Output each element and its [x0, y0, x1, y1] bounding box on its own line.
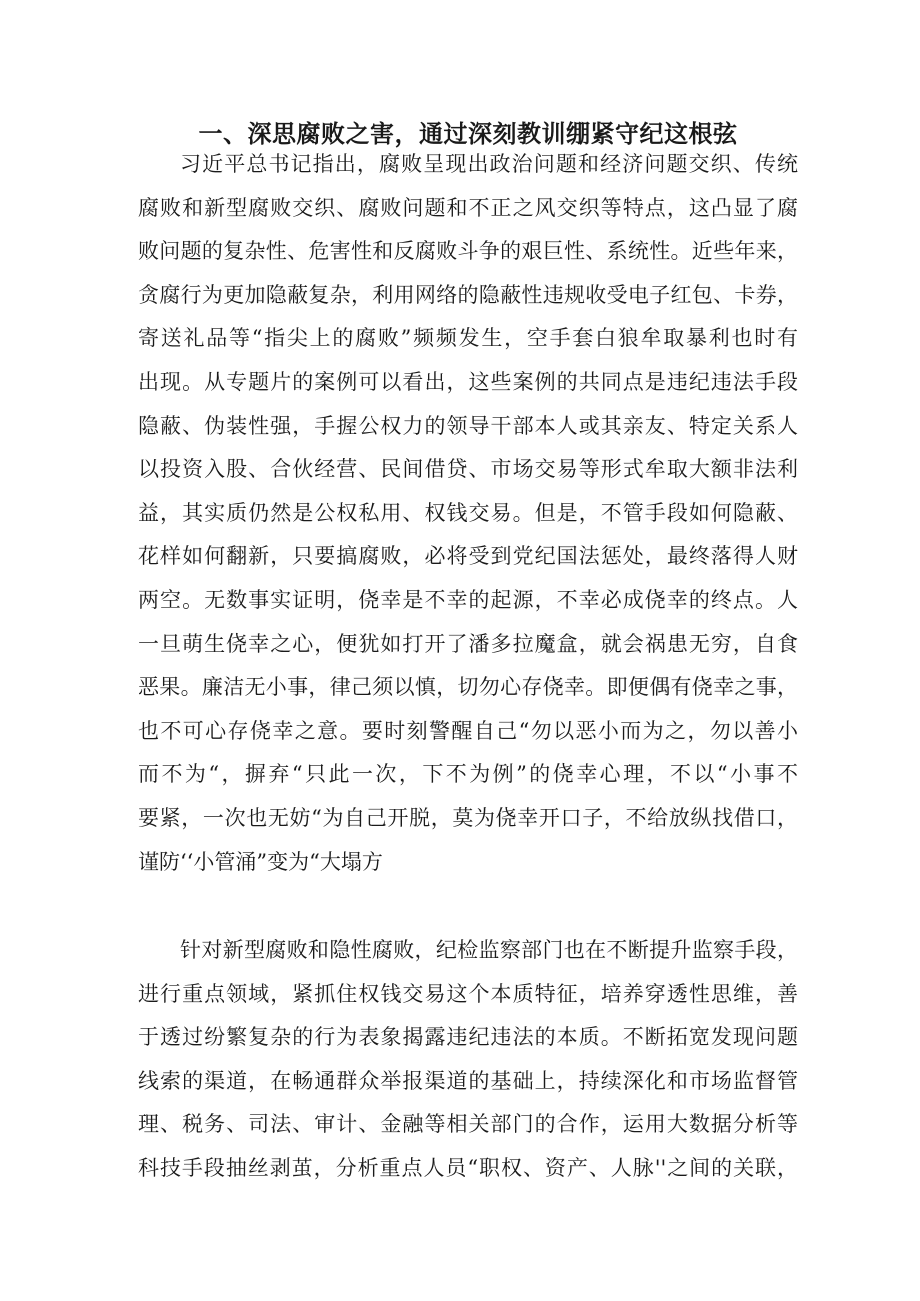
paragraph-line: 两空。无数事实证明，侥幸是不幸的起源，不幸必成侥幸的终点。人 — [138, 587, 798, 612]
paragraph-line: 科技手段抽丝剥茧，分析重点人员“职权、资产、人脉''之间的关联， — [138, 1155, 798, 1180]
paragraph-line: 要紧，一次也无妨“为自己开脱，莫为侥幸开口子，不给放纵找借口， — [138, 805, 798, 830]
paragraph-line: 线索的渠道，在畅通群众举报渠道的基础上，持续深化和市场监督管 — [138, 1068, 798, 1093]
paragraph-line: 习近平总书记指出，腐败呈现出政治问题和经济问题交织、传统 — [180, 152, 798, 176]
paragraph-line: 一旦萌生侥幸之心，便犹如打开了潘多拉魔盒，就会祸患无穷，自食 — [138, 631, 798, 656]
paragraph-line: 败问题的复杂性、危害性和反腐败斗争的艰巨性、系统性。近些年来， — [138, 239, 798, 264]
section-heading: 一、深思腐败之害，通过深刻教训绷紧守纪这根弦 — [198, 120, 738, 148]
paragraph-line: 以投资入股、合伙经营、民间借贷、市场交易等形式牟取大额非法利 — [138, 457, 798, 482]
paragraph-line: 谨防‘‘小管涌”变为“大塌方 — [138, 849, 383, 874]
paragraph-line: 贪腐行为更加隐蔽复杂，利用网络的隐蔽性违规收受电子红包、卡券， — [138, 282, 798, 307]
paragraph-line: 隐蔽、伪装性强，手握公权力的领导干部本人或其亲友、特定关系人 — [138, 413, 798, 438]
paragraph-line: 理、税务、司法、审计、金融等相关部门的合作，运用大数据分析等 — [138, 1112, 798, 1137]
paragraph-line: 花样如何翻新，只要搞腐败，必将受到党纪国法惩处，最终落得人财 — [138, 544, 798, 569]
paragraph-line: 益，其实质仍然是公权私用、权钱交易。但是，不管手段如何隐蔽、 — [138, 500, 798, 525]
paragraph-line: 也不可心存侥幸之意。要时刻警醒自己“勿以恶小而为之，勿以善小 — [138, 718, 798, 743]
paragraph-line: 于透过纷繁复杂的行为表象揭露违纪违法的本质。不断拓宽发现问题 — [138, 1025, 798, 1050]
paragraph-line: 寄送礼品等“指尖上的腐败”频频发生，空手套白狼牟取暴利也时有 — [138, 326, 798, 351]
paragraph-line: 恶果。廉洁无小事，律己须以慎，切勿心存侥幸。即便偶有侥幸之事， — [138, 675, 798, 700]
paragraph-line: 而不为“，摒弃“只此一次，下不为例”的侥幸心理，不以“小事不 — [138, 762, 798, 787]
paragraph-1 — [138, 143, 798, 884]
paragraph-line: 出现。从专题片的案例可以看出，这些案例的共同点是违纪违法手段 — [138, 369, 798, 394]
paragraph-line: 针对新型腐败和隐性腐败，纪检监察部门也在不断提升监察手段， — [180, 938, 798, 962]
paragraph-2 — [138, 929, 798, 1191]
paragraph-line: 腐败和新型腐败交织、腐败问题和不正之风交织等特点，这凸显了腐 — [138, 195, 798, 220]
paragraph-line: 进行重点领域，紧抓住权钱交易这个本质特征，培养穿透性思维，善 — [138, 981, 798, 1006]
